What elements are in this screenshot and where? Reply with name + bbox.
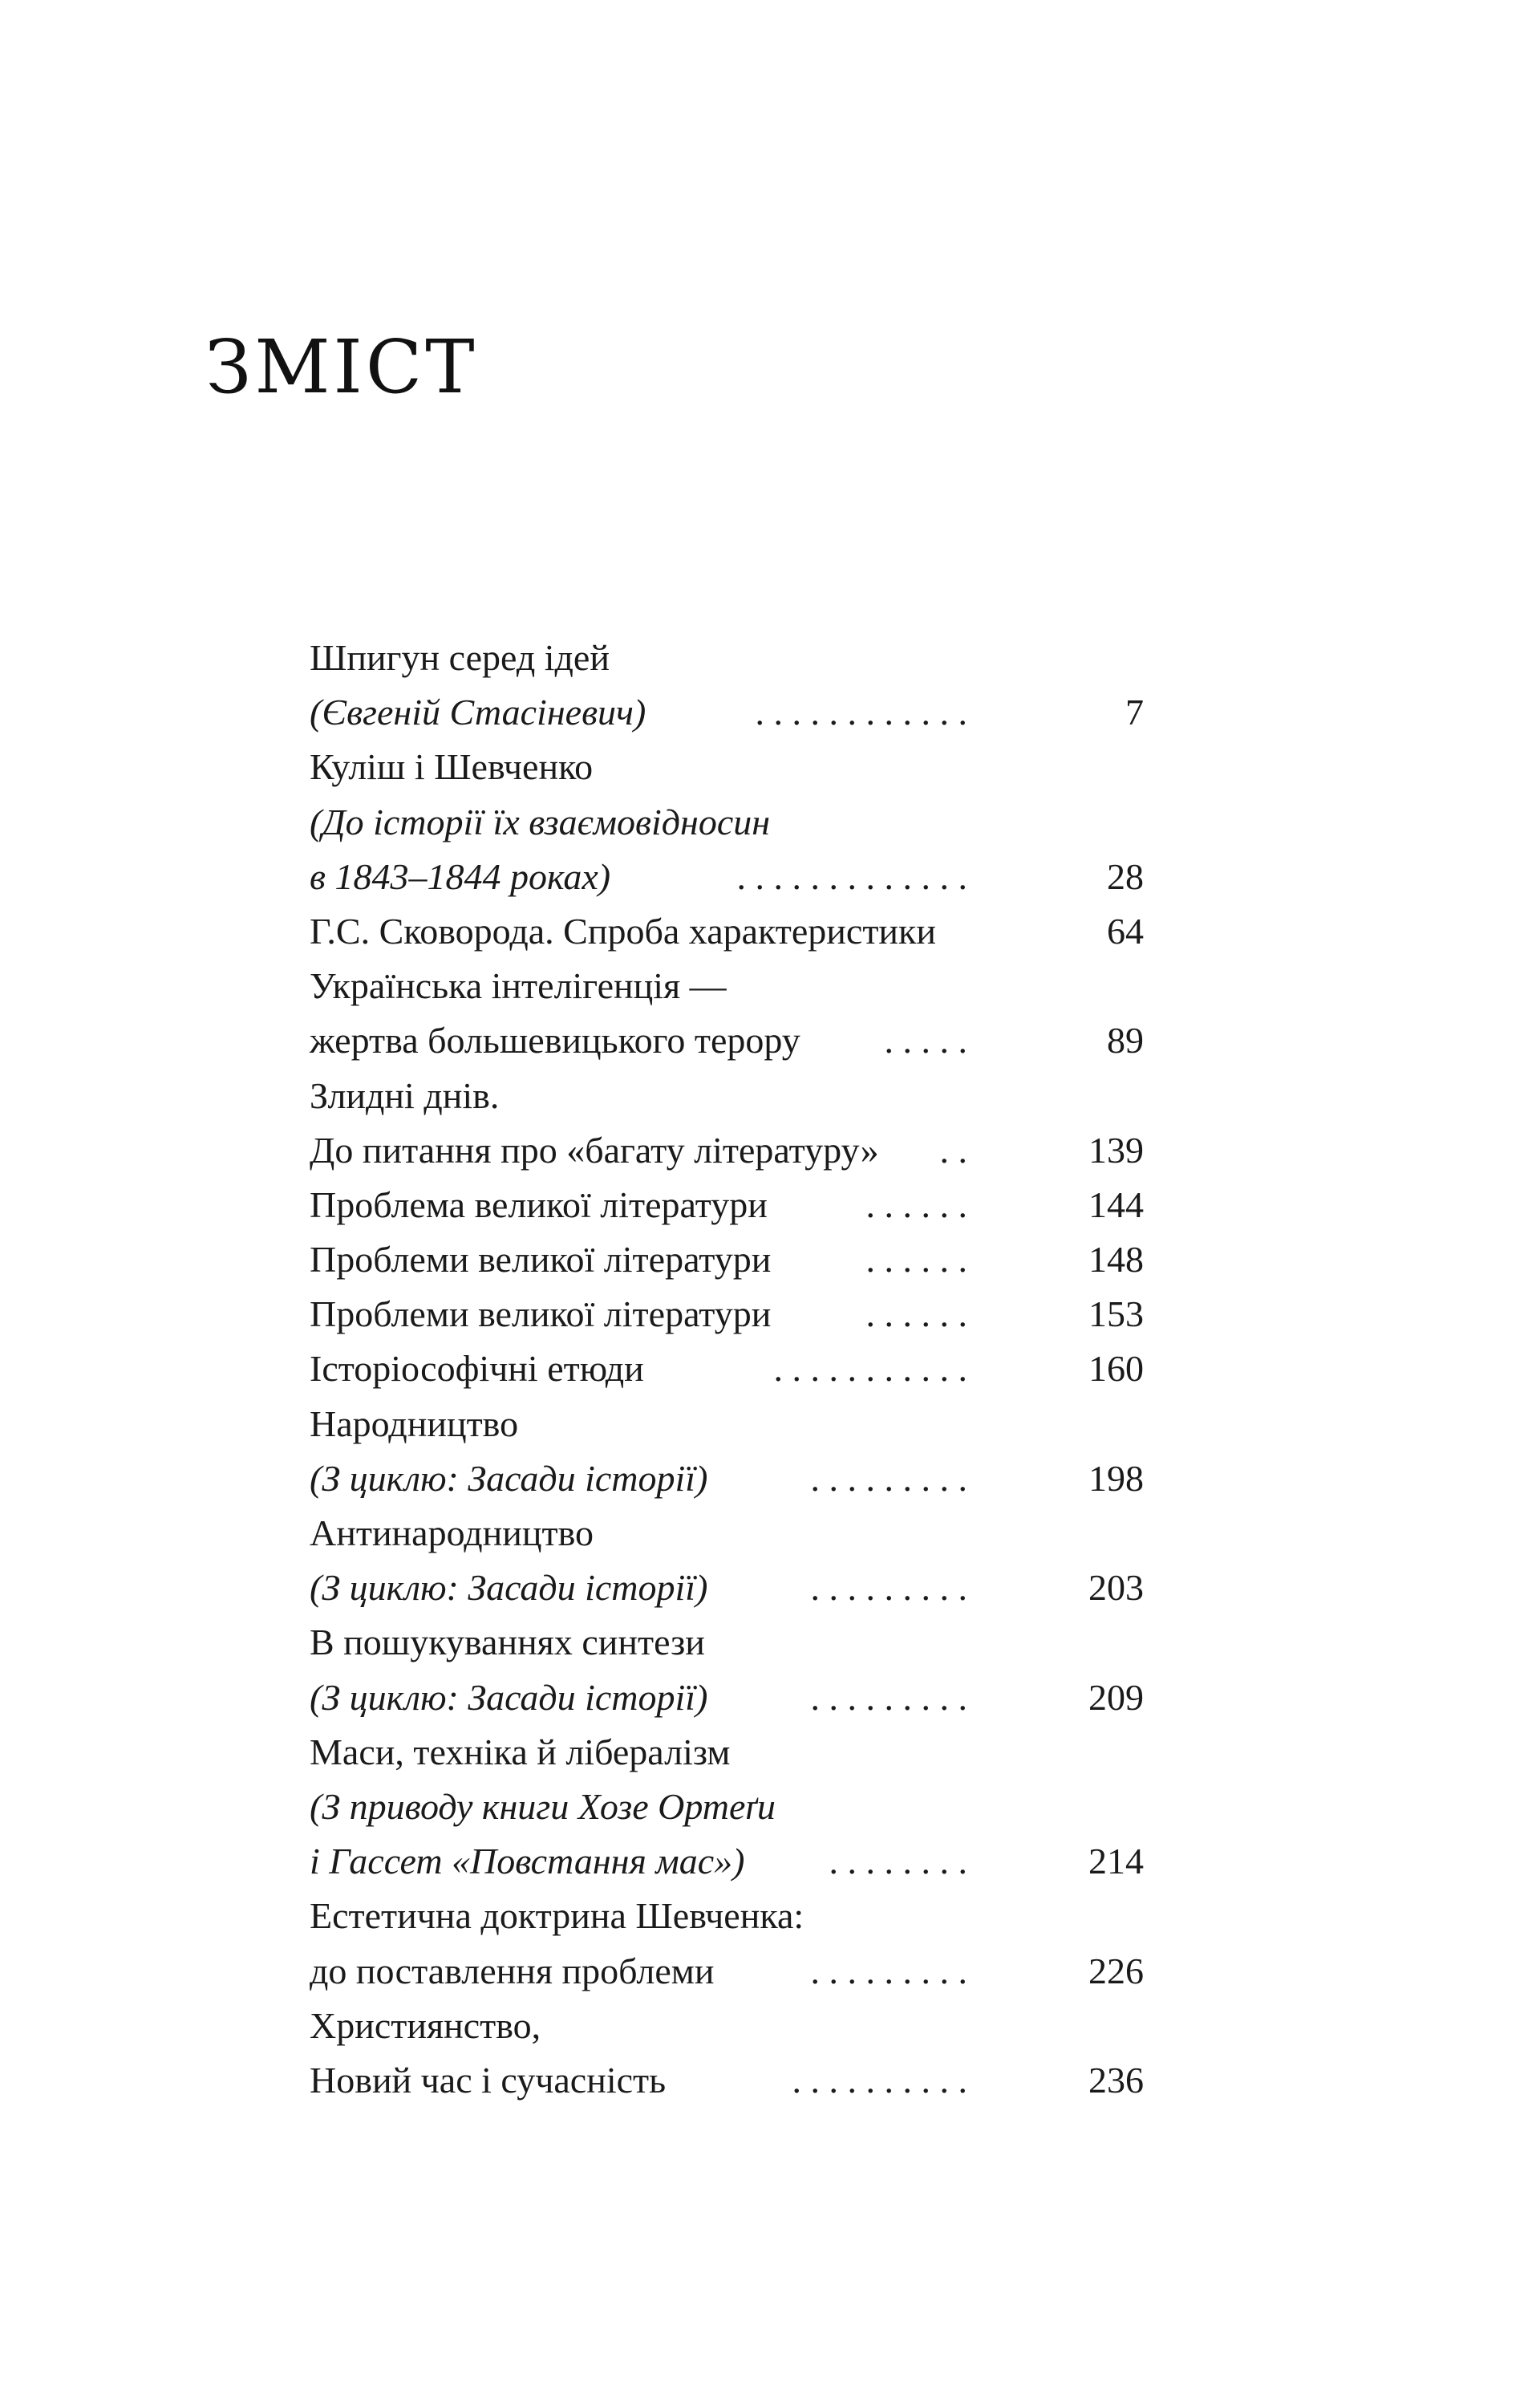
toc-entry-line-with-page xyxy=(310,1944,1144,1999)
toc-entry-line-with-page xyxy=(310,1013,1144,1068)
dot-leader xyxy=(768,1178,967,1232)
toc-entry-subtitle: (З циклю: Засади історії) xyxy=(310,1567,708,1609)
dot-leader-dots: . . . . . xyxy=(884,1020,967,1061)
toc-entry-title: Антинародництво xyxy=(310,1512,594,1553)
toc-entry-line xyxy=(310,631,1144,685)
toc-entry-line xyxy=(310,1780,1144,1834)
dot-leader xyxy=(610,850,967,904)
toc-entry-title: до поставлення проблеми xyxy=(310,1950,715,1991)
dot-leader-dots: . . . . . . . . xyxy=(829,1841,967,1882)
toc-entry-subtitle: (До історії їх взаємовідносин xyxy=(310,801,771,842)
dot-leader xyxy=(771,1287,967,1342)
toc-entry-line-with-page xyxy=(310,1670,1144,1725)
dot-leader xyxy=(666,2053,967,2108)
page-number: 209 xyxy=(1088,1676,1144,1718)
toc-entry-line-with-page xyxy=(310,1232,1144,1287)
page-number: 214 xyxy=(1088,1841,1144,1882)
toc-entry-subtitle: (Євгеній Стасіневич) xyxy=(310,692,646,733)
dot-leader-dots: . . . . . . xyxy=(865,1239,967,1281)
toc-entry-line xyxy=(310,1397,1144,1451)
toc-entry-title: Г.С. Сковорода. Спроба характеристики xyxy=(310,910,937,952)
toc-entry-line-with-page xyxy=(310,904,1144,959)
dot-leader-dots: . . . . . . . . . . . . . xyxy=(736,855,967,897)
toc-entry-line-with-page xyxy=(310,1123,1144,1178)
page-number: 198 xyxy=(1088,1457,1144,1499)
dot-leader-dots: . . xyxy=(939,1129,967,1171)
dot-leader xyxy=(744,1834,967,1889)
page-number: 236 xyxy=(1088,2059,1144,2101)
dot-leader-dots: . . . . . . . . . . . xyxy=(773,1348,967,1390)
toc-entry-line-with-page xyxy=(310,1342,1144,1396)
dot-leader-dots: . . . . . . xyxy=(865,1183,967,1225)
toc-entry-title: Проблеми великої літератури xyxy=(310,1293,772,1335)
toc-entry-title: жертва большевицького терору xyxy=(310,1020,800,1061)
toc-entry-line-with-page xyxy=(310,1178,1144,1232)
dot-leader xyxy=(646,685,967,740)
toc-entry-line xyxy=(310,1506,1144,1561)
page-number: 28 xyxy=(1107,855,1144,897)
toc-entry-line xyxy=(310,1615,1144,1670)
toc-entry-title: Куліш і Шевченко xyxy=(310,746,594,788)
page-number: 226 xyxy=(1088,1950,1144,1991)
page-number: 64 xyxy=(1107,910,1144,952)
table-of-contents xyxy=(310,631,1144,2108)
toc-entry-line-with-page xyxy=(310,1451,1144,1506)
toc-entry-title: Естетична доктрина Шевченка: xyxy=(310,1895,804,1937)
toc-entry-line xyxy=(310,740,1144,794)
toc-entry-title: Новий час і сучасність xyxy=(310,2059,667,2101)
toc-entry-line xyxy=(310,959,1144,1013)
toc-entry-title: Історіософічні етюди xyxy=(310,1348,644,1390)
toc-entry-title: В пошукуваннях синтези xyxy=(310,1622,705,1663)
toc-entry-subtitle: в 1843–1844 роках) xyxy=(310,855,611,897)
dot-leader xyxy=(707,1670,967,1725)
dot-leader xyxy=(771,1232,967,1287)
toc-entry-subtitle: (З циклю: Засади історії) xyxy=(310,1676,708,1718)
toc-entry-title: Християнство, xyxy=(310,2004,541,2046)
toc-entry-title: Українська інтелігенція — xyxy=(310,965,727,1007)
toc-entry-line-with-page xyxy=(310,1287,1144,1342)
page-number: 160 xyxy=(1088,1348,1144,1390)
toc-entry-line xyxy=(310,1069,1144,1123)
toc-entry-title: Проблема великої літератури xyxy=(310,1183,768,1225)
toc-entry-title: Злидні днів. xyxy=(310,1074,500,1116)
toc-entry-line xyxy=(310,795,1144,850)
toc-entry-subtitle: (З приводу книги Хозе Ортеґи xyxy=(310,1785,776,1827)
dot-leader-dots: . . . . . . . . . . xyxy=(792,2059,967,2101)
toc-entry-line-with-page xyxy=(310,685,1144,740)
dot-leader-dots: . . . . . . xyxy=(865,1293,967,1335)
dot-leader xyxy=(707,1561,967,1615)
toc-entry-subtitle: і Гассет «Повстання мас») xyxy=(310,1841,745,1882)
page-number: 89 xyxy=(1107,1020,1144,1061)
toc-entry-line xyxy=(310,1889,1144,1943)
dot-leader xyxy=(644,1342,967,1396)
dot-leader-dots: . . . . . . . . . xyxy=(810,1457,967,1499)
toc-entry-subtitle: (З циклю: Засади історії) xyxy=(310,1457,708,1499)
page-title: ЗМІСТ xyxy=(205,323,478,410)
toc-entry-line-with-page xyxy=(310,2053,1144,2108)
page-number: 153 xyxy=(1088,1293,1144,1335)
dot-leader xyxy=(715,1944,967,1999)
page-number: 203 xyxy=(1088,1567,1144,1609)
page-number: 139 xyxy=(1088,1129,1144,1171)
page-number: 148 xyxy=(1088,1239,1144,1281)
dot-leader xyxy=(707,1451,967,1506)
dot-leader-dots: . . . . . . . . . xyxy=(810,1567,967,1609)
dot-leader xyxy=(800,1013,967,1068)
toc-entry-line-with-page xyxy=(310,1561,1144,1615)
dot-leader-dots: . . . . . . . . . . . . xyxy=(755,692,967,733)
toc-entry-title: До питання про «багату літературу» xyxy=(310,1129,879,1171)
dot-leader-dots: . . . . . . . . . xyxy=(810,1950,967,1991)
page-number: 7 xyxy=(1125,692,1144,733)
toc-entry-line xyxy=(310,1725,1144,1780)
toc-entry-line-with-page xyxy=(310,850,1144,904)
toc-entry-title: Народництво xyxy=(310,1402,519,1444)
dot-leader xyxy=(879,1123,967,1178)
toc-entry-title: Проблеми великої літератури xyxy=(310,1239,772,1281)
dot-leader-dots: . . . . . . . . . xyxy=(810,1676,967,1718)
toc-entry-title: Шпигун серед ідей xyxy=(310,637,610,678)
toc-entry-line xyxy=(310,1999,1144,2053)
toc-entry-line-with-page xyxy=(310,1834,1144,1889)
page-number: 144 xyxy=(1088,1183,1144,1225)
toc-entry-title: Маси, техніка й лібералізм xyxy=(310,1731,731,1772)
